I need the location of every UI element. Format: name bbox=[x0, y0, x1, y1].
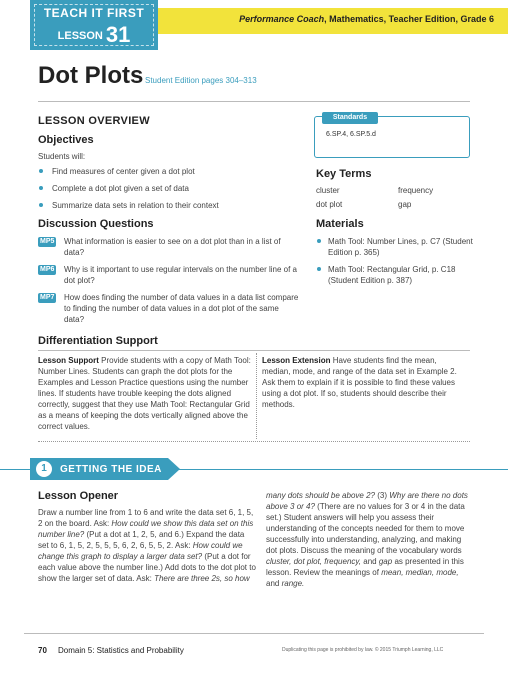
footer-domain: Domain 5: Statistics and Probability bbox=[58, 646, 184, 655]
divider bbox=[38, 350, 470, 351]
key-term: cluster bbox=[316, 186, 340, 195]
discussion-questions-heading: Discussion Questions bbox=[38, 218, 154, 230]
opener-question: There are three 2s, so how bbox=[154, 574, 250, 583]
list-item: Find measures of center given a dot plot bbox=[38, 166, 268, 177]
lesson-word: LESSON bbox=[57, 30, 103, 42]
opener-text: Draw a number line from 1 to 6 and write the data set 6, 1, 5, 2 on the board. Ask: bbox=[38, 508, 254, 528]
opener-text: and bbox=[266, 579, 280, 588]
key-terms-heading: Key Terms bbox=[316, 168, 372, 180]
book-title-rest: , Mathematics, Teacher Edition, Grade 6 bbox=[324, 14, 494, 24]
lesson-number: 31 bbox=[105, 22, 131, 47]
lesson-support-text: Provide students with a copy of Math Tool: Number Lines. Students can graph the dot plots for the Examples and Lesson Practice questions using the number lines. If students have trouble keeping the dots aligned correctly, suggest that they use Math Tool: Rectangular Grid as a means of keeping the dots vertically aligned above the correct values. bbox=[38, 356, 251, 431]
badge-dashed-border bbox=[34, 4, 154, 46]
lesson-badge bbox=[30, 0, 158, 50]
opener-text: and bbox=[363, 557, 377, 566]
opener-question: many dots should be above 2? bbox=[266, 491, 375, 500]
column-divider bbox=[256, 353, 257, 439]
discussion-question: Why is it important to use regular intervals on the number line of a dot plot? bbox=[64, 265, 297, 285]
vocab-terms: range. bbox=[281, 579, 305, 588]
opener-question: How could we show this data set on this number line? bbox=[38, 519, 254, 539]
student-edition-pages: Student Edition pages 304–313 bbox=[145, 76, 257, 85]
discussion-question: What information is easier to see on a dot plot than in a list of data? bbox=[64, 237, 281, 257]
section-number: 1 bbox=[36, 461, 52, 477]
key-term: gap bbox=[398, 200, 412, 209]
standards-label: Standards bbox=[322, 112, 378, 124]
key-term: frequency bbox=[398, 186, 434, 195]
opener-text: (Put a dot at 1, 2, 5, and 6.) Expand the data set to 6, 1, 5, 2, 5, 5, 5, 6, 2, 6, 5, 5, 2. Ask: bbox=[38, 530, 245, 550]
teach-it-first-label: TEACH IT FIRST bbox=[43, 6, 145, 20]
book-title-bar bbox=[158, 8, 508, 34]
list-item: Math Tool: Rectangular Grid, p. C18 (Student Edition p. 387) bbox=[316, 264, 476, 286]
materials-list bbox=[316, 236, 476, 292]
opener-text: (There are no values for 3 or 4 in the data set.) Student answers will help you assess their understanding of the concepts needed for them to move successfully into understanding, analyzing, and making dot plots. Discuss the meaning of the vocabulary words bbox=[266, 502, 465, 555]
vocab-terms: gap bbox=[378, 557, 393, 566]
list-item: Complete a dot plot given a set of data bbox=[38, 183, 268, 194]
lesson-support-label: Lesson Support bbox=[38, 356, 99, 365]
lesson-support bbox=[38, 355, 252, 432]
differentiation-heading: Differentiation Support bbox=[38, 335, 158, 347]
standards-codes: 6.SP.4, 6.SP.5.d bbox=[326, 131, 376, 138]
copyright: Duplicating this page is prohibited by law. © 2015 Triumph Learning, LLC bbox=[282, 647, 444, 653]
mp-badge: MP7 bbox=[40, 294, 55, 301]
footer-divider bbox=[24, 633, 484, 634]
objectives-heading: Objectives bbox=[38, 134, 94, 146]
lesson-opener-text bbox=[38, 507, 256, 584]
lesson-overview-heading: LESSON OVERVIEW bbox=[38, 115, 150, 127]
discussion-question: How does finding the number of data values in a data list compare to finding the number of data values in a dot plot of the same data? bbox=[64, 293, 299, 324]
list-item: Math Tool: Number Lines, p. C7 (Student Edition p. 365) bbox=[316, 236, 476, 258]
lesson-extension-text: Have students find the mean, median, mode, and range of the data set in Example 2. Ask them to explain if it is possible to find these values using a dot plot. If so, students should describe their methods. bbox=[262, 356, 457, 409]
page-title: Dot Plots bbox=[38, 62, 144, 89]
list-item: Summarize data sets in relation to their context bbox=[38, 200, 268, 211]
opener-text: (Put a dot for each value above the number line.) Add dots to the dot plot to show the larger set of data. Ask: bbox=[38, 552, 256, 583]
opener-text: as presented in this lesson. Review the meanings of bbox=[266, 557, 464, 577]
page-number: 70 bbox=[38, 646, 47, 655]
mp-badge: MP5 bbox=[40, 238, 55, 245]
students-will: Students will: bbox=[38, 152, 86, 161]
opener-text: (3) bbox=[377, 491, 387, 500]
vocab-terms: mean, median, mode, bbox=[381, 568, 459, 577]
book-title-italic: Performance Coach bbox=[239, 14, 325, 24]
mp-badge: MP6 bbox=[40, 266, 55, 273]
lesson-extension-label: Lesson Extension bbox=[262, 356, 331, 365]
objectives-list bbox=[38, 166, 268, 217]
materials-heading: Materials bbox=[316, 218, 364, 230]
opener-question: How could we change this graph to display a larger data set? bbox=[38, 541, 243, 561]
book-title bbox=[239, 14, 494, 24]
key-term: dot plot bbox=[316, 200, 343, 209]
opener-question: Why are there no dots above 3 or 4? bbox=[266, 491, 468, 511]
divider bbox=[38, 441, 470, 442]
lesson-opener-continued bbox=[266, 490, 472, 589]
divider bbox=[38, 101, 470, 102]
lesson-extension bbox=[262, 355, 466, 410]
lesson-opener-heading: Lesson Opener bbox=[38, 490, 119, 502]
vocab-terms: cluster, dot plot, frequency, bbox=[266, 557, 362, 566]
getting-idea-label: GETTING THE IDEA bbox=[60, 464, 162, 475]
